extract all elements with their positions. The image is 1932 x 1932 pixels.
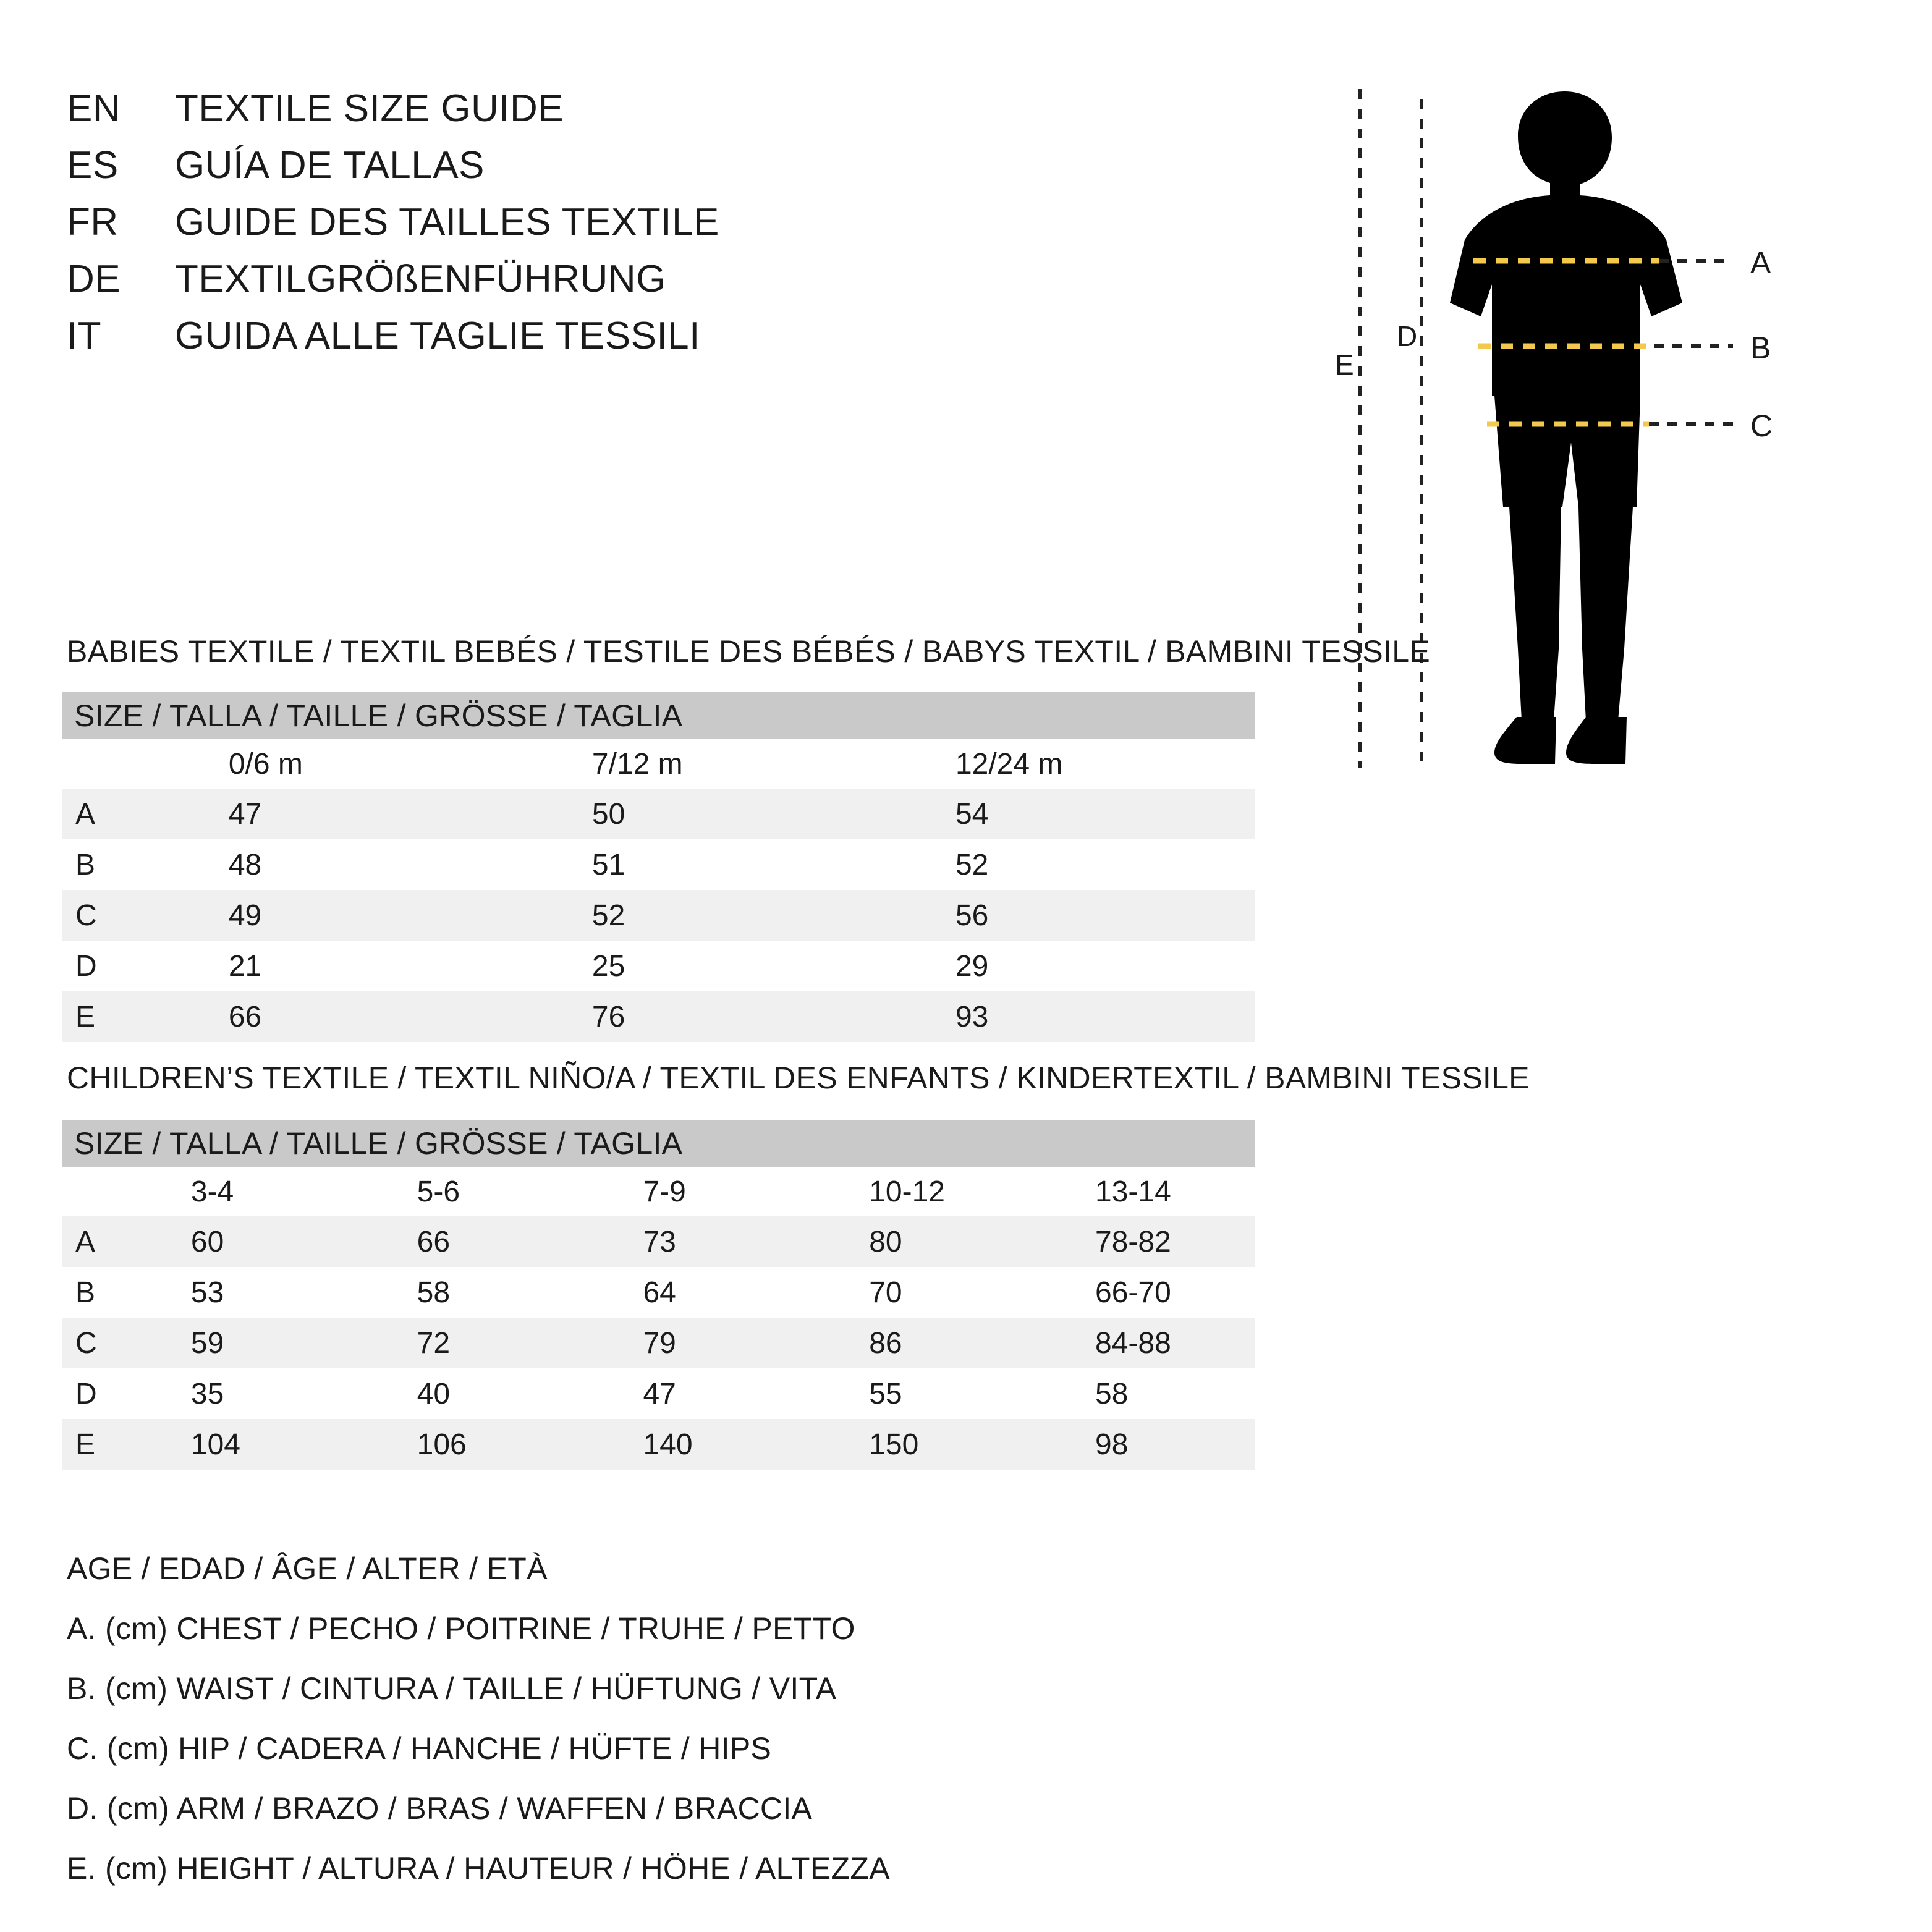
- babies-table-band: SIZE / TALLA / TAILLE / GRÖSSE / TAGLIA: [62, 692, 1255, 739]
- table-row: [62, 991, 1255, 1042]
- babies-column-header-row: [62, 739, 1255, 789]
- legend-line-age: AGE / EDAD / ÂGE / ALTER / ETÀ: [67, 1551, 548, 1586]
- babies-col-corner: [62, 739, 164, 789]
- children-row-label-a: A: [62, 1216, 127, 1267]
- legend-line-e: E. (cm) HEIGHT / ALTURA / HAUTEUR / HÖHE / ALTEZZA: [67, 1851, 890, 1886]
- children-cell-c-3: 86: [805, 1318, 1031, 1368]
- children-row-label-c: C: [62, 1318, 127, 1368]
- children-cell-e-0: 104: [127, 1419, 353, 1470]
- children-cell-a-4: 78-82: [1031, 1216, 1255, 1267]
- children-cell-e-4: 98: [1031, 1419, 1255, 1470]
- children-cell-a-0: 60: [127, 1216, 353, 1267]
- table-row: [62, 1419, 1255, 1470]
- children-cell-b-4: 66-70: [1031, 1267, 1255, 1318]
- children-column-header-row: [62, 1167, 1255, 1216]
- babies-row-label-c: C: [62, 890, 164, 941]
- babies-cell-c-1: 52: [528, 890, 891, 941]
- babies-cell-a-1: 50: [528, 789, 891, 839]
- children-row-label-b: B: [62, 1267, 127, 1318]
- legend-line-c: C. (cm) HIP / CADERA / HANCHE / HÜFTE / HIPS: [67, 1731, 772, 1766]
- legend-line-d: D. (cm) ARM / BRAZO / BRAS / WAFFEN / BRACCIA: [67, 1791, 813, 1826]
- children-col-corner: [62, 1167, 127, 1216]
- babies-row-label-b: B: [62, 839, 164, 890]
- table-row: [62, 789, 1255, 839]
- children-row-label-d: D: [62, 1368, 127, 1419]
- babies-col-0: 0/6 m: [164, 739, 528, 789]
- babies-cell-e-0: 66: [164, 991, 528, 1042]
- marker-label-a: A: [1750, 245, 1771, 280]
- table-row: [62, 941, 1255, 991]
- children-section-heading: CHILDREN’S TEXTILE / TEXTIL NIÑO/A / TEXTIL DES ENFANTS / KINDERTEXTIL / BAMBINI TESSILE: [67, 1061, 1530, 1095]
- babies-cell-c-0: 49: [164, 890, 528, 941]
- babies-cell-a-2: 54: [891, 789, 1255, 839]
- title-row-de: [67, 257, 1241, 314]
- table-row: [62, 1318, 1255, 1368]
- babies-cell-e-1: 76: [528, 991, 891, 1042]
- marker-label-c: C: [1750, 409, 1773, 443]
- children-col-0: 3-4: [127, 1167, 353, 1216]
- babies-cell-d-2: 29: [891, 941, 1255, 991]
- legend-line-b: B. (cm) WAIST / CINTURA / TAILLE / HÜFTUNG / VITA: [67, 1671, 837, 1706]
- children-col-4: 13-14: [1031, 1167, 1255, 1216]
- children-cell-b-2: 64: [578, 1267, 805, 1318]
- children-cell-e-1: 106: [353, 1419, 579, 1470]
- children-cell-d-0: 35: [127, 1368, 353, 1419]
- children-cell-d-1: 40: [353, 1368, 579, 1419]
- children-cell-a-3: 80: [805, 1216, 1031, 1267]
- babies-cell-b-2: 52: [891, 839, 1255, 890]
- title-text-en: TEXTILE SIZE GUIDE: [175, 87, 564, 130]
- babies-col-2: 12/24 m: [891, 739, 1255, 789]
- babies-size-table: [62, 692, 1255, 1042]
- children-table-band-row: [62, 1120, 1255, 1167]
- children-cell-a-1: 66: [353, 1216, 579, 1267]
- table-row: [62, 1368, 1255, 1419]
- babies-row-label-e: E: [62, 991, 164, 1042]
- babies-cell-d-1: 25: [528, 941, 891, 991]
- babies-cell-a-0: 47: [164, 789, 528, 839]
- title-lang-es: ES: [67, 144, 119, 187]
- title-lang-de: DE: [67, 258, 121, 300]
- child-silhouette: [1450, 91, 1682, 764]
- title-block: [67, 87, 1241, 371]
- title-row-fr: [67, 200, 1241, 257]
- children-cell-d-3: 55: [805, 1368, 1031, 1419]
- title-lang-it: IT: [67, 315, 102, 357]
- marker-label-b: B: [1750, 331, 1771, 365]
- children-col-3: 10-12: [805, 1167, 1031, 1216]
- children-cell-e-3: 150: [805, 1419, 1031, 1470]
- title-text-de: TEXTILGRÖßENFÜHRUNG: [175, 258, 666, 300]
- table-row: [62, 1267, 1255, 1318]
- table-row: [62, 1216, 1255, 1267]
- babies-row-label-a: A: [62, 789, 164, 839]
- babies-cell-b-0: 48: [164, 839, 528, 890]
- title-lang-fr: FR: [67, 201, 119, 244]
- title-row-es: [67, 143, 1241, 200]
- children-col-1: 5-6: [353, 1167, 579, 1216]
- babies-cell-c-2: 56: [891, 890, 1255, 941]
- title-lang-en: EN: [67, 87, 121, 130]
- babies-cell-d-0: 21: [164, 941, 528, 991]
- children-cell-c-1: 72: [353, 1318, 579, 1368]
- children-cell-b-1: 58: [353, 1267, 579, 1318]
- children-table-band: SIZE / TALLA / TAILLE / GRÖSSE / TAGLIA: [62, 1120, 1255, 1167]
- legend-line-a: A. (cm) CHEST / PECHO / POITRINE / TRUHE / PETTO: [67, 1611, 855, 1646]
- marker-label-e: E: [1335, 349, 1354, 381]
- children-cell-a-2: 73: [578, 1216, 805, 1267]
- babies-col-1: 7/12 m: [528, 739, 891, 789]
- table-row: [62, 890, 1255, 941]
- children-cell-d-4: 58: [1031, 1368, 1255, 1419]
- children-cell-b-0: 53: [127, 1267, 353, 1318]
- babies-row-label-d: D: [62, 941, 164, 991]
- legend-block: [67, 1539, 1303, 1899]
- title-row-it: [67, 314, 1241, 371]
- children-cell-d-2: 47: [578, 1368, 805, 1419]
- title-text-it: GUIDA ALLE TAGLIE TESSILI: [175, 315, 700, 357]
- babies-section-heading: BABIES TEXTILE / TEXTIL BEBÉS / TESTILE DES BÉBÉS / BABYS TEXTIL / BAMBINI TESSILE: [67, 634, 1430, 669]
- marker-label-d: D: [1397, 320, 1418, 352]
- children-cell-c-0: 59: [127, 1318, 353, 1368]
- children-col-2: 7-9: [578, 1167, 805, 1216]
- babies-table-band-row: [62, 692, 1255, 739]
- title-row-en: [67, 87, 1241, 143]
- children-size-table: [62, 1120, 1255, 1470]
- children-cell-c-2: 79: [578, 1318, 805, 1368]
- children-row-label-e: E: [62, 1419, 127, 1470]
- title-text-es: GUÍA DE TALLAS: [175, 144, 485, 187]
- children-cell-e-2: 140: [578, 1419, 805, 1470]
- babies-cell-e-2: 93: [891, 991, 1255, 1042]
- table-row: [62, 839, 1255, 890]
- children-cell-c-4: 84-88: [1031, 1318, 1255, 1368]
- children-cell-b-3: 70: [805, 1267, 1031, 1318]
- babies-cell-b-1: 51: [528, 839, 891, 890]
- title-text-fr: GUIDE DES TAILLES TEXTILE: [175, 201, 719, 244]
